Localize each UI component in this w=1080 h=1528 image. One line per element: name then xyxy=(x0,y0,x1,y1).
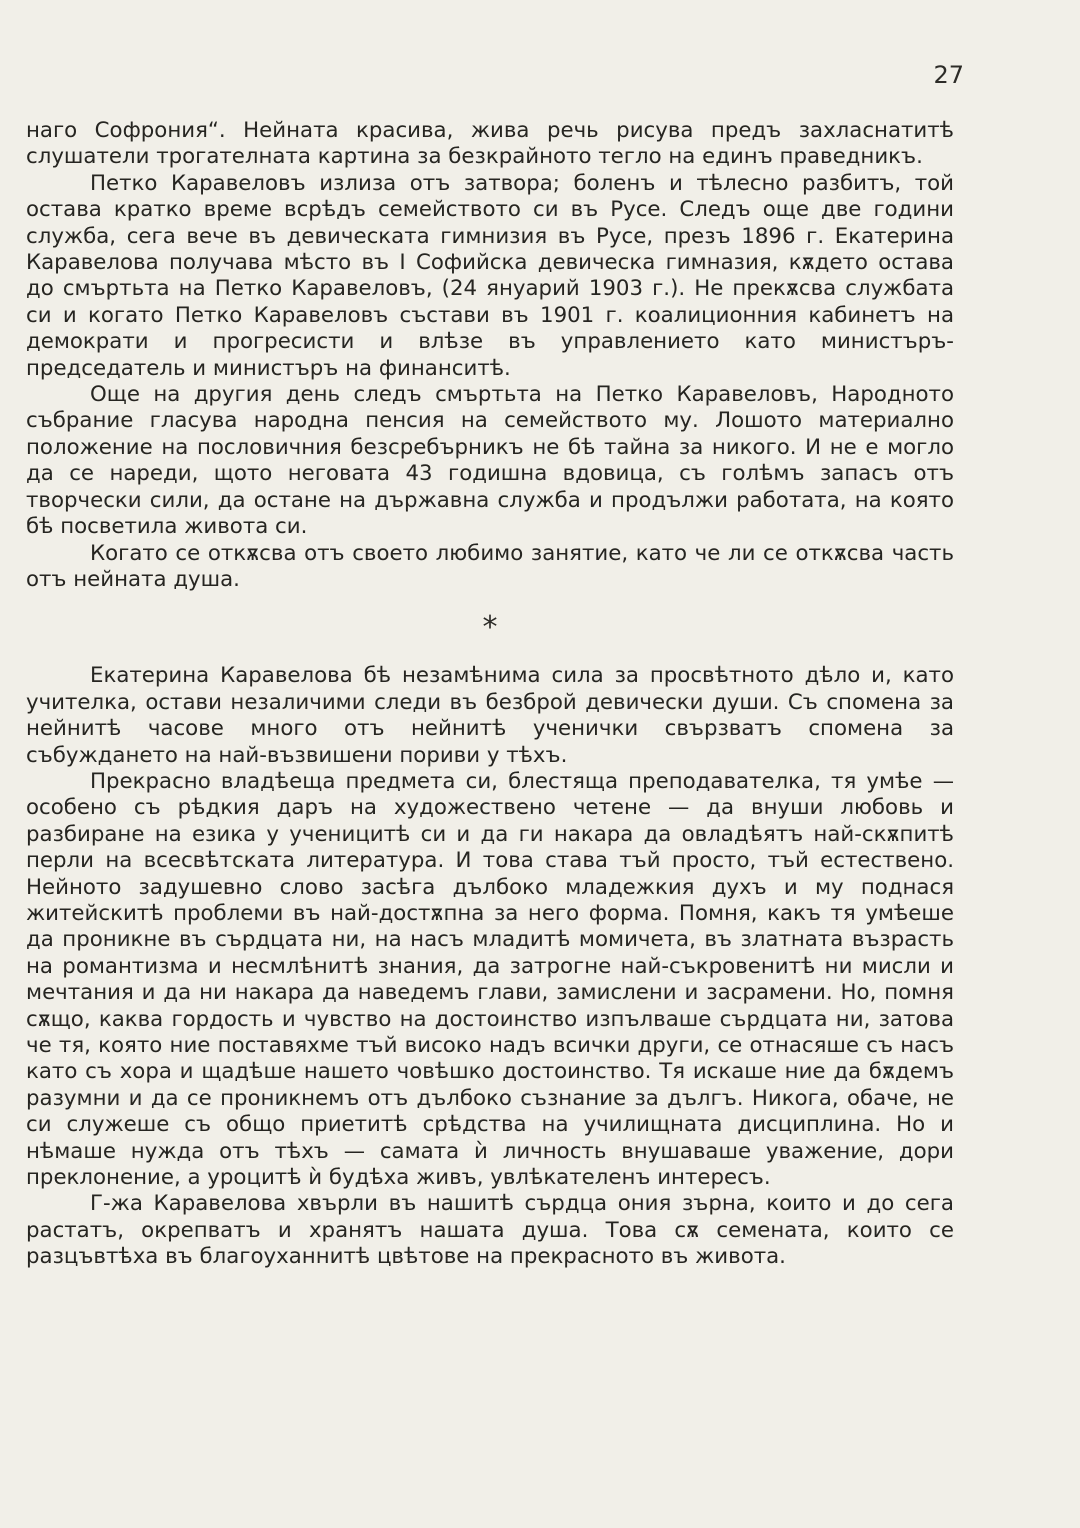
paragraph: Прекрасно владѣеща предмета си, блестяща преподавателка, тя умѣе — особено съ рѣдкия даръ на художествено четене — да внуши любовь и разбиране на езика у ученицитѣ си и да ги накара да овладѣятъ най-скѫпитѣ перли на всесвѣтската литература. И това става тъй просто, тъй естествено. Нейното задушевно слово засѣга дълбоко младежкия духъ и му поднася житейскитѣ проблеми въ най-достѫпна за него форма. Помня, какъ тя умѣеше да проникне въ сърдцата ни, на насъ младитѣ момичета, въ златната възрасть на романтизма и несмлѣнитѣ знания, да затрогне най-съкровенитѣ ни мисли и мечтания и да ни накара да наведемъ глави, замислени и засрамени. Но, помня сѫщо, каква гордость и чувство на достоинство изпълваше сърдцата ни, затова че тя, която ние поставяхме тъй високо надъ всички други, се отнасяше съ насъ като съ хора и щадѣше нашето човѣшко достоинство. Тя искаше ние да бѫдемъ разумни и да се проникнемъ отъ дълбоко съзнание за дългъ. Никога, обаче, не си служеше съ общо приетитѣ срѣдства на училищната дисциплина. Но и нѣмаше нужда отъ тѣхъ — самата ѝ личность внушаваше уважение, дори преклонение, а уроцитѣ ѝ будѣха живъ, увлѣкателенъ интересъ. xyxy=(26,768,954,1191)
paragraph: Петко Каравеловъ излиза отъ затвора; боленъ и тѣлесно разбитъ, той остава кратко време всрѣдъ семейството си въ Русе. Следъ още две години служба, сега вече въ девическата гимнизия въ Русе, презъ 1896 г. Екатерина Каравелова получава мѣсто въ I Софийска девическа гимназия, кѫдето остава до смъртьта на Петко Каравеловъ, (24 януарий 1903 г.). Не прекѫсва службата си и когато Петко Каравеловъ състави въ 1901 г. коалиционния кабинетъ на демократи и прогресисти и влѣзе въ управлението като министъръ-председатель и министъръ на финанситѣ. xyxy=(26,170,954,381)
section-separator: * xyxy=(482,610,498,646)
paragraph-continuation: наго Софрония“. Нейната красива, жива речь рисува предъ захласнатитѣ слушатели трогателната картина за безкрайното тегло на единъ праведникъ. xyxy=(26,118,954,170)
paragraph: Екатерина Каравелова бѣ незамѣнима сила за просвѣтното дѣло и, като учителка, остави незаличими следи въ безброй девически души. Съ спомена за нейнитѣ часове много отъ нейнитѣ ученички свързватъ спомена за събуждането на най-възвишени пориви у тѣхъ. xyxy=(26,663,954,768)
body-text xyxy=(26,118,954,1271)
paragraph: Когато се откѫсва отъ своето любимо занятие, като че ли се откѫсва часть отъ нейната душа. xyxy=(26,540,954,592)
page-number: 27 xyxy=(933,61,964,89)
paragraph: Още на другия день следъ смъртьта на Петко Каравеловъ, Народното събрание гласува народна пенсия на семейството му. Лошото материално положение на пословичния безсребърникъ не бѣ тайна за никого. И не е могло да се нареди, щото неговата 43 годишна вдовица, съ голѣмъ запасъ отъ творчески сили, да остане на държавна служба и продължи работата, на която бѣ посветила живота си. xyxy=(26,382,954,540)
paragraph: Г-жа Каравелова хвърли въ нашитѣ сърдца ония зърна, които и до сега растатъ, окрепватъ и хранятъ нашата душа. Това сѫ семената, които се разцъвтѣха въ благоуханнитѣ цвѣтове на прекрасното въ живота. xyxy=(26,1191,954,1270)
